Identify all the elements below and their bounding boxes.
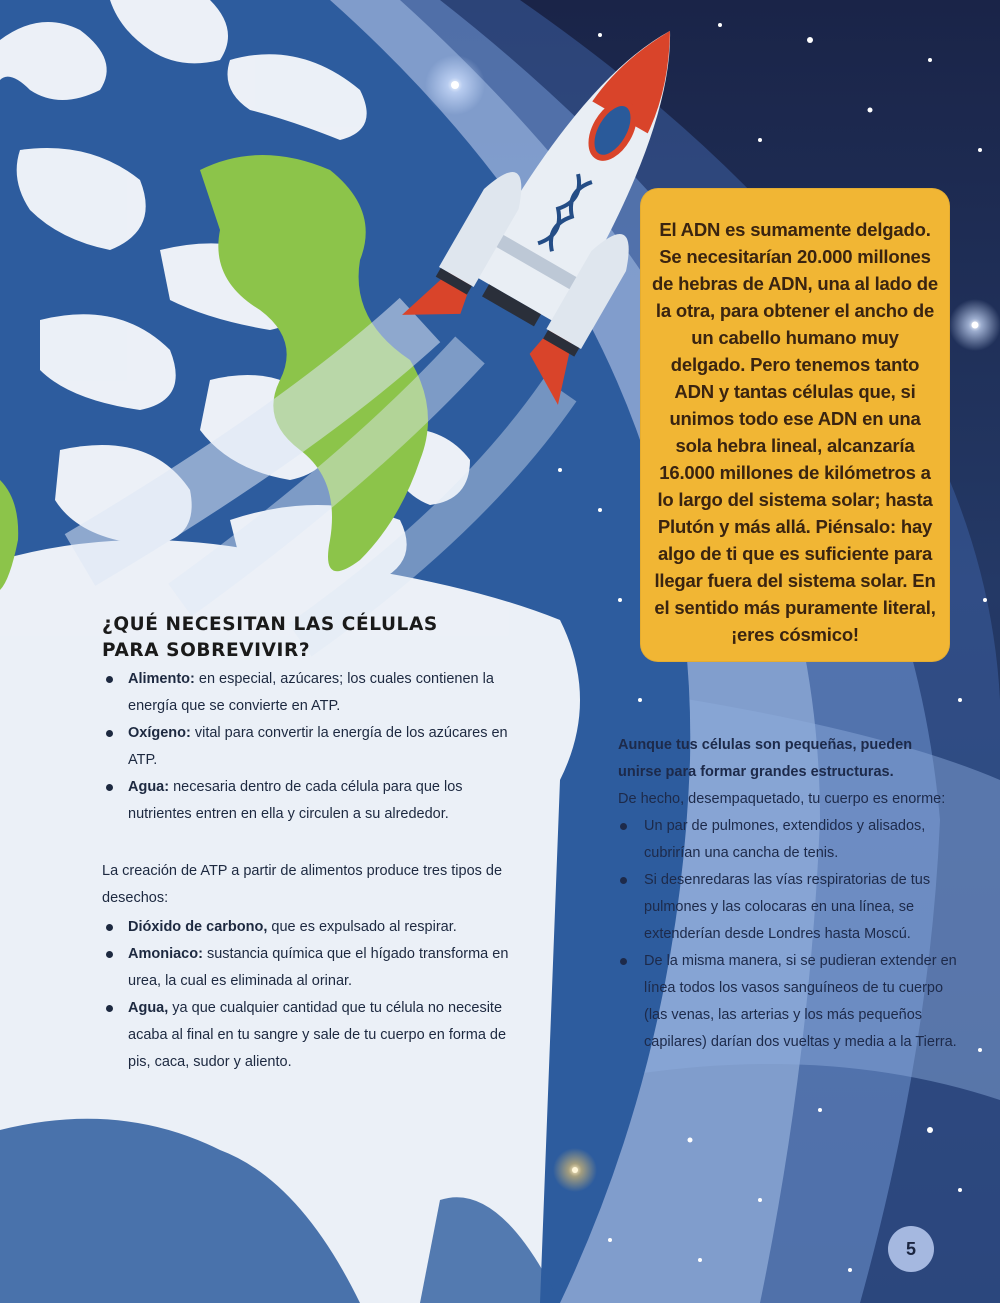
list-item: [102, 720, 522, 774]
dna-fact-callout: [640, 188, 950, 662]
bullet-icon: [620, 958, 627, 965]
list-item: [102, 666, 522, 720]
section-intro: De hecho, desempaquetado, tu cuerpo es enorme:: [618, 791, 946, 807]
item-text: en especial, azúcares; los cuales contienen la energía que se convierte en ATP.: [128, 671, 494, 714]
item-text: Si desenredaras las vías respiratorias de tus pulmones y las colocaras en una línea, se extenderían desde Londres hasta Moscú.: [644, 872, 931, 942]
item-term: Agua,: [128, 1000, 169, 1016]
item-text: sustancia química que el hígado transforma en urea, la cual es eliminada al orinar.: [128, 946, 509, 989]
list-item: [618, 948, 958, 1056]
item-term: Dióxido de carbono,: [128, 919, 268, 935]
item-term: Oxígeno:: [128, 725, 191, 741]
item-text: De la misma manera, si se pudieran extender en línea todos los vasos sanguíneos de tu cuerpo (las venas, las arterias y los más pequeños capilares) darían dos vueltas y media a la Tierra.: [644, 953, 957, 1050]
list-item: [102, 914, 522, 941]
item-term: Agua:: [128, 779, 170, 795]
needs-list: [102, 666, 522, 828]
bullet-icon: [106, 1005, 113, 1012]
bullet-icon: [106, 784, 113, 791]
section-heading: [102, 612, 522, 664]
item-text: que es expulsado al respirar.: [267, 919, 457, 935]
list-item: [618, 813, 958, 867]
bullet-icon: [620, 877, 627, 884]
list-item: [618, 867, 958, 948]
item-text: Un par de pulmones, extendidos y alisados, cubrirían una cancha de tenis.: [644, 818, 926, 861]
list-item: [102, 941, 522, 995]
item-text: necesaria dentro de cada célula para que los nutrientes entren en ella y circulen a su alrededor.: [128, 779, 463, 822]
bullet-icon: [106, 924, 113, 931]
callout-text: El ADN es sumamente delgado. Se necesitarían 20.000 millones de hebras de ADN, una al lado de la otra, para obtener el ancho de un cabello humano muy delgado. Pero tenemos tanto ADN y tantas células que, si unimos todo ese ADN en una sola hebra lineal, alcanzaría 16.000 millones de kilómetros a lo largo del sistema solar; hasta Plutón y más allá. Piénsalo: hay algo de ti que es suficiente para llegar fuera del sistema solar. En el sentido más puramente literal, ¡eres cósmico!: [652, 219, 938, 645]
waste-intro: La creación de ATP a partir de alimentos produce tres tipos de desechos:: [102, 863, 503, 906]
waste-list: [102, 914, 522, 1076]
page-number: 5: [888, 1226, 934, 1272]
bullet-icon: [106, 730, 113, 737]
heading-line-1: ¿QUÉ NECESITAN LAS CÉLULAS: [102, 614, 438, 635]
list-item: [102, 995, 522, 1076]
section-lead: Aunque tus células son pequeñas, pueden unirse para formar grandes estructuras.: [618, 737, 913, 780]
bullet-icon: [106, 676, 113, 683]
item-text: ya que cualquier cantidad que tu célula no necesite acaba al final en tu sangre y sale de tu cuerpo en forma de pis, caca, sudor y aliento.: [128, 1000, 507, 1070]
item-term: Amoniaco:: [128, 946, 203, 962]
bullet-icon: [106, 951, 113, 958]
body-facts-list: [618, 813, 958, 1056]
heading-line-2: PARA SOBREVIVIR?: [102, 640, 311, 661]
list-item: [102, 774, 522, 828]
cell-needs-section: [102, 612, 522, 1076]
item-term: Alimento:: [128, 671, 195, 687]
item-text: vital para convertir la energía de los azúcares en ATP.: [128, 725, 508, 768]
body-size-section: [618, 732, 958, 1056]
bullet-icon: [620, 823, 627, 830]
